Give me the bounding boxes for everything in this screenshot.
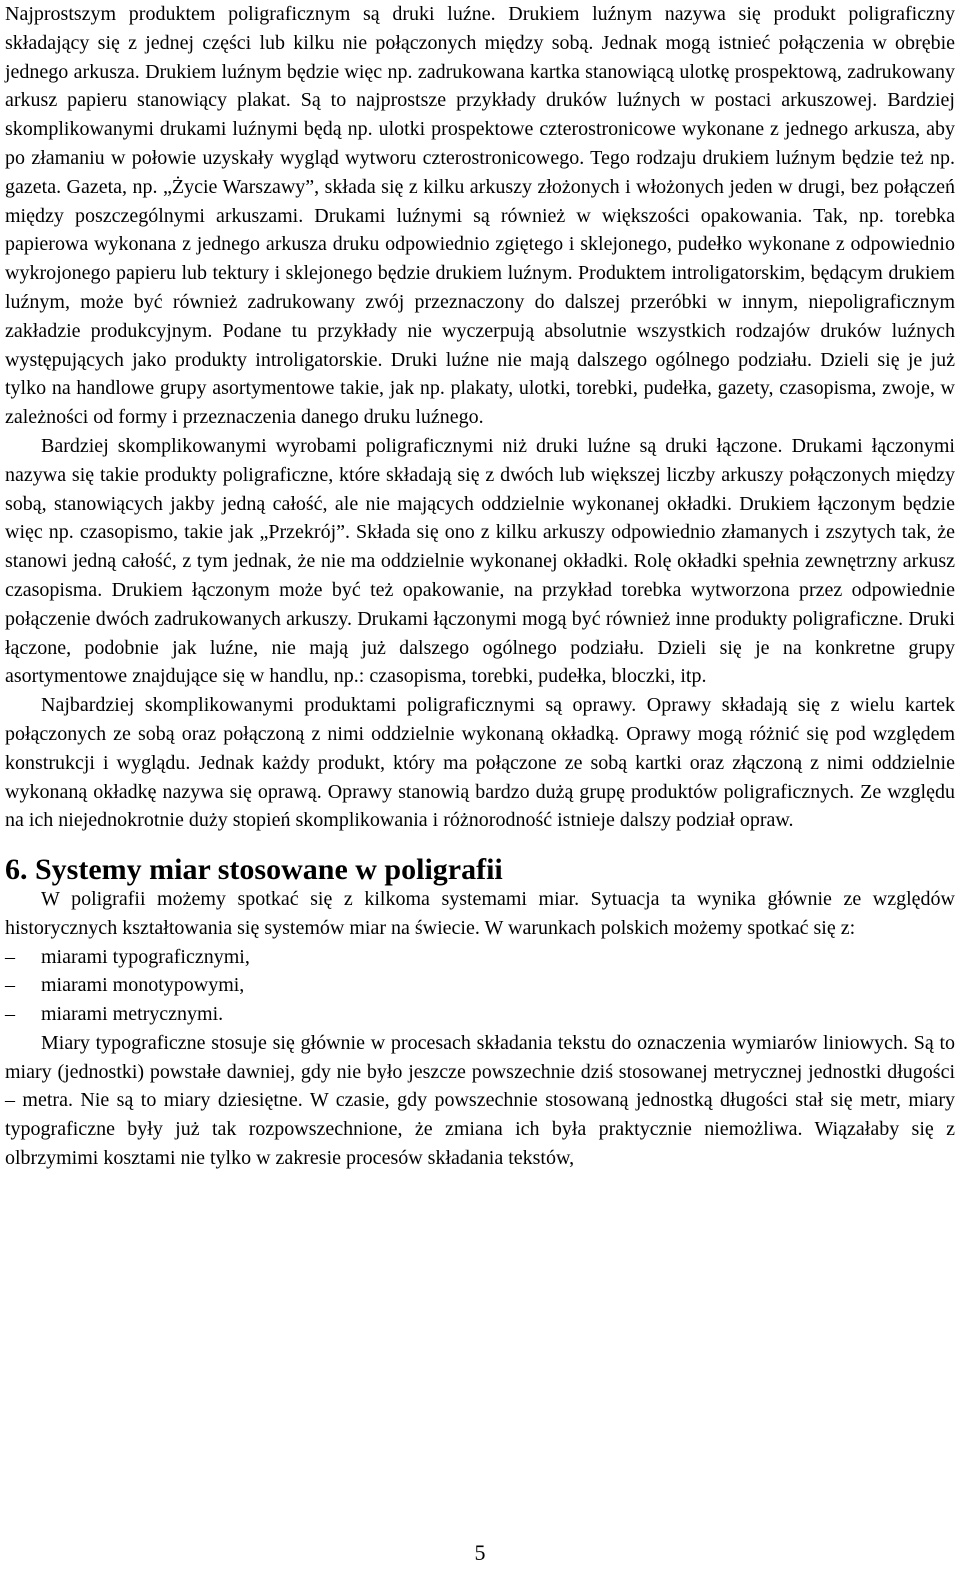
paragraph-loose-prints: Najprostszym produktem poligraficznym są druki luźne. Drukiem luźnym nazywa się produkt poligraficzny składający się z jednej części lub kilku nie połączonych między sobą. Jednak mogą istnieć połączenia w obrębie jednego arkusza. Drukiem luźnym będzie więc np. zadrukowana kartka stanowiącą ulotkę prospektową, zadrukowany arkusz papieru stanowiący plakat. Są to najprostsze przykłady druków luźnych w postaci arkuszowej. Bardziej skomplikowanymi drukami luźnymi będą np. ulotki prospektowe czterostronicowe wykonane z jednego arkusza, aby po złamaniu w połowie uzyskały wygląd wytworu czterostronicowego. Tego rodzaju drukiem luźnym będzie też np. gazeta. Gazeta, np. „Życie Warszawy”, składa się z kilku arkuszy złożonych i włożonych jeden w drugi, bez połączeń między poszczególnymi arkuszami. Drukami luźnymi są również w większości opakowania. Tak, np. torebka papierowa wykonana z jednego arkusza druku odpowiednio zgiętego i sklejonego, pudełko wykonane z odpowiednio wykrojonego papieru lub tektury i sklejonego będzie drukiem luźnym. Produktem introligatorskim, będącym drukiem luźnym, może być również zadrukowany zwój przeznaczony do dalszej przeróbki w innym, niepoligraficznym zakładzie produkcyjnym. Podane tu przykłady nie wyczerpują absolutnie wszystkich rodzajów druków luźnych występujących jako produkty introligatorskie. Druki luźne nie mają dalszego ogólnego podziału. Dzieli się je już tylko na handlowe grupy asortymentowe takie, jak np. plakaty, ulotki, torebki, pudełka, gazety, czasopisma, zwoje, w zależności od formy i przeznaczenia danego druku luźnego. <box>5 3 955 429</box>
list-item <box>5 971 955 1000</box>
list-item <box>5 1000 955 1029</box>
list-item <box>5 943 955 972</box>
page-number: 5 <box>474 1540 486 1565</box>
section-heading: 6. Systemy miar stosowane w poligrafii <box>5 853 503 887</box>
dash-marker: – <box>5 974 15 997</box>
list-item-text: miarami metrycznymi. <box>41 1003 224 1026</box>
list-item-text: miarami typograficznymi, <box>41 945 250 968</box>
list-item-text: miarami monotypowymi, <box>41 974 245 997</box>
section-closing-paragraph: Miary typograficzne stosuje się głównie w procesach składania tekstu do oznaczenia wymiarów liniowych. Są to miary (jednostki) powstałe dawniej, gdy nie było jeszcze powszechnie dziś stosowanej metrycznej jednostki długości – metra. Nie są to miary dziesiętne. W czasie, gdy powszechnie stosowaną jednostką długości stał się metr, miary typograficzne były już tak rozpowszechnione, że zmiana ich była praktycznie niemożliwa. Wiązałaby się z olbrzymimi kosztami nie tylko w zakresie procesów składania tekstów, <box>5 1031 955 1170</box>
dash-marker: – <box>5 1003 15 1026</box>
dash-marker: – <box>5 945 15 968</box>
section-intro: W poligrafii możemy spotkać się z kilkoma systemami miar. Sytuacja ta wynika głównie ze względów historycznych kształtowania się systemów miar na świecie. W warunkach polskich możemy spotkać się z: <box>5 887 955 939</box>
measure-systems-list <box>5 943 955 1029</box>
paragraph-joined-prints: Bardziej skomplikowanymi wyrobami poligraficznymi niż druki luźne są druki łączone. Drukami łączonymi nazywa się takie produkty poligraficzne, które składają się z dwóch lub większej liczby arkuszy połączonych między sobą, stanowiących jakby jedną całość, ale nie mających oddzielnie wykonanej okładki. Drukiem łączonym będzie więc np. czasopismo, takie jak „Przekrój”. Składa się ono z kilku arkuszy odpowiednio złamanych i zszytych tak, że stanowi jedną całość, z tym jednak, że nie ma oddzielnie wykonanej okładki. Rolę okładki spełnia zewnętrzny arkusz czasopisma. Drukiem łączonym może być też opakowanie, na przykład torebka wytworzona przez odpowiednie połączenie dwóch zadrukowanych arkuszy. Drukami łączonymi mogą być również inne produkty poligraficzne. Druki łączone, podobnie jak luźne, nie mają już dalszego ogólnego podziału. Dzieli się je na konkretne grupy asortymentowe znajdujące się w handlu, np.: czasopisma, torebki, pudełka, bloczki, itp. <box>5 434 955 688</box>
paragraph-bindings: Najbardziej skomplikowanymi produktami poligraficznymi są oprawy. Oprawy składają się z wielu kartek połączonych ze sobą oraz połączoną z nimi oddzielnie wykonaną okładką. Oprawy mogą różnić się pod względem konstrukcji i wyglądu. Jednak każdy produkt, który ma połączone ze sobą kartki oraz złączoną z nimi oddzielnie wykonaną okładkę nazywa się oprawą. Oprawy stanowią bardzo dużą grupę produktów poligraficznych. Ze względu na ich niejednokrotnie duży stopień skomplikowania i różnorodność istnieje dalszy podział opraw. <box>5 694 955 832</box>
